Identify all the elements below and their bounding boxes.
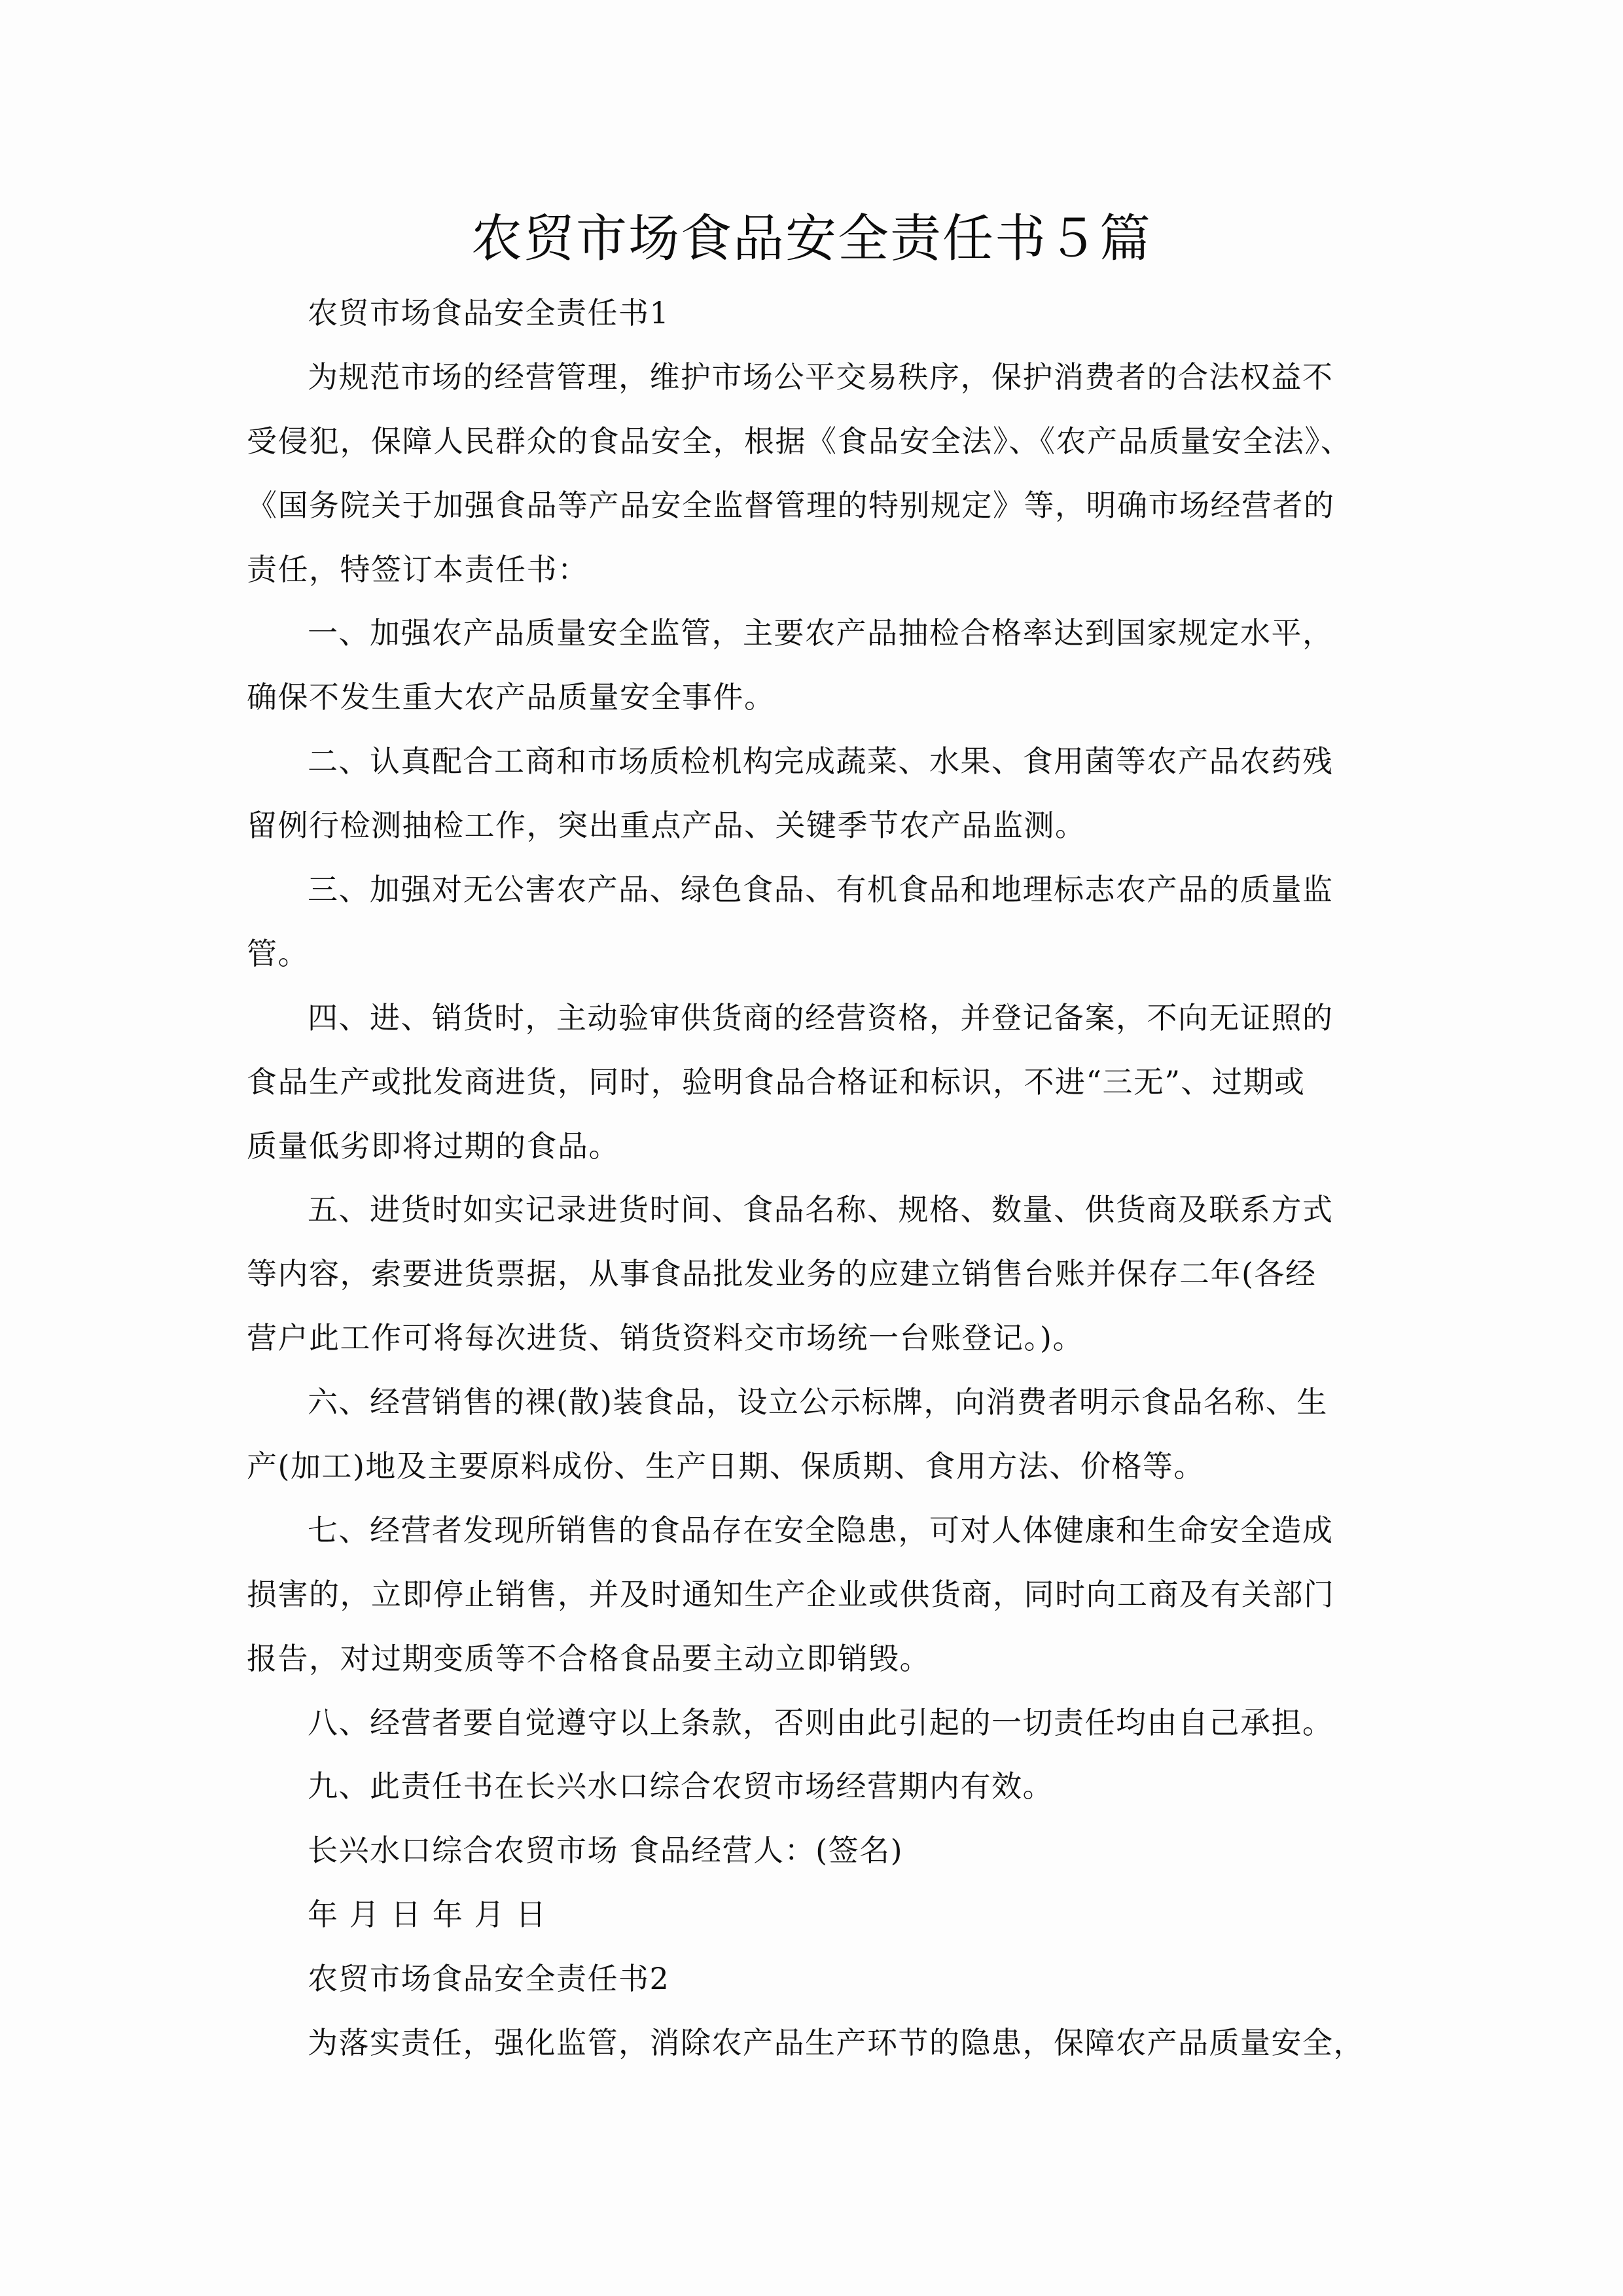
paragraph-intro <box>247 346 1399 602</box>
text-line: 质量低劣即将过期的食品。 <box>247 1128 620 1164</box>
text-line: 八、经营者要自觉遵守以上条款，否则由此引起的一切责任均由自己承担。 <box>308 1704 1334 1740</box>
paragraph-clause-8 <box>247 1691 1399 1755</box>
text-line: 六、经营销售的裸(散)装食品，设立公示标牌，向消费者明示食品名称、生 <box>308 1384 1328 1420</box>
text-line: 七、经营者发现所销售的食品存在安全隐患，可对人体健康和生命安全造成 <box>308 1512 1334 1548</box>
text-line: 留例行检测抽检工作，突出重点产品、关键季节农产品监测。 <box>247 808 1086 844</box>
text-line: 二、认真配合工商和市场质检机构完成蔬菜、水果、食用菌等农产品农药残 <box>308 744 1334 780</box>
section-heading: 农贸市场食品安全责任书2 <box>308 1961 670 1997</box>
paragraph-clause-9 <box>247 1755 1399 1819</box>
text-line: 四、进、销货时，主动验审供货商的经营资格，并登记备案，不向无证照的 <box>308 999 1334 1035</box>
text-line: 报告，对过期变质等不合格食品要主动立即销毁。 <box>247 1640 931 1676</box>
date-line: 年 月 日 年 月 日 <box>308 1897 547 1933</box>
text-line: 九、此责任书在长兴水口综合农贸市场经营期内有效。 <box>308 1768 1054 1804</box>
text-line: 等内容，索要进货票据，从事食品批发业务的应建立销售台账并保存二年(各经 <box>247 1256 1317 1292</box>
text-line: 五、进货时如实记录进货时间、食品名称、规格、数量、供货商及联系方式 <box>308 1192 1334 1228</box>
text-line: 受侵犯，保障人民群众的食品安全，根据《食品安全法》、《农产品质量安全法》、 <box>247 423 1352 459</box>
signature-line: 长兴水口综合农贸市场 食品经营人：(签名) <box>308 1833 904 1869</box>
text-line: 产(加工)地及主要原料成份、生产日期、保质期、食用方法、价格等。 <box>247 1448 1205 1484</box>
text-line: 责任，特签订本责任书： <box>247 551 589 587</box>
text-line: 一、加强农产品质量安全监管，主要农产品抽检合格率达到国家规定水平， <box>308 615 1334 651</box>
text-line: 《国务院关于加强食品等产品安全监督管理的特别规定》等，明确市场经营者的 <box>247 487 1335 523</box>
section-heading: 农贸市场食品安全责任书1 <box>308 295 670 331</box>
document-body <box>247 281 1399 2075</box>
paragraph-clause-2 <box>247 730 1399 858</box>
paragraph-clause-3 <box>247 858 1399 986</box>
paragraph-clause-5 <box>247 1178 1399 1371</box>
paragraph-clause-6 <box>247 1371 1399 1499</box>
text-line: 营户此工作可将每次进货、销货资料交市场统一台账登记。)。 <box>247 1320 1084 1356</box>
text-line: 确保不发生重大农产品质量安全事件。 <box>247 679 776 715</box>
text-line: 食品生产或批发商进货，同时，验明食品合格证和标识，不进“三无”、过期或 <box>247 1064 1306 1100</box>
text-line: 为规范市场的经营管理，维护市场公平交易秩序，保护消费者的合法权益不 <box>308 359 1334 395</box>
paragraph-clause-7 <box>247 1499 1399 1691</box>
document-title: 农贸市场食品安全责任书５篇 <box>471 209 1152 268</box>
paragraph-clause-1 <box>247 601 1399 730</box>
text-line: 为落实责任，强化监管，消除农产品生产环节的隐患，保障农产品质量安全， <box>308 2025 1364 2061</box>
text-line: 管。 <box>247 935 309 971</box>
text-line: 三、加强对无公害农产品、绿色食品、有机食品和地理标志农产品的质量监 <box>308 872 1334 908</box>
paragraph-intro <box>247 2011 1399 2075</box>
text-line: 损害的，立即停止销售，并及时通知生产企业或供货商，同时向工商及有关部门 <box>247 1576 1335 1612</box>
paragraph-clause-4 <box>247 986 1399 1179</box>
